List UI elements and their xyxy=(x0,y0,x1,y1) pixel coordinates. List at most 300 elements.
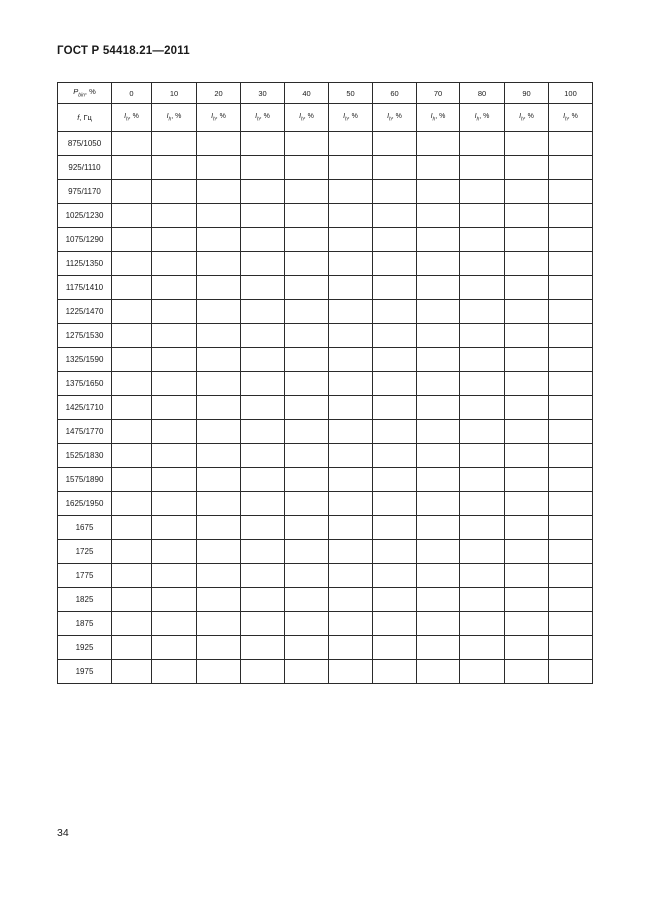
value-cell xyxy=(285,132,329,156)
value-cell xyxy=(285,564,329,588)
value-cell xyxy=(152,516,197,540)
value-cell xyxy=(549,492,593,516)
value-cell xyxy=(152,636,197,660)
value-cell xyxy=(197,564,241,588)
frequency-cell: 1475/1770 xyxy=(58,420,112,444)
table-row xyxy=(58,540,593,564)
value-cell xyxy=(285,636,329,660)
value-cell xyxy=(197,324,241,348)
value-cell xyxy=(285,180,329,204)
value-cell xyxy=(460,156,505,180)
value-cell xyxy=(505,348,549,372)
value-cell xyxy=(285,348,329,372)
value-cell xyxy=(112,324,152,348)
frequency-cell: 925/1110 xyxy=(58,156,112,180)
value-cell xyxy=(285,276,329,300)
value-cell xyxy=(197,348,241,372)
value-cell xyxy=(329,636,373,660)
value-cell xyxy=(329,228,373,252)
subscript: h xyxy=(432,116,436,123)
value-cell xyxy=(549,252,593,276)
table-row xyxy=(58,372,593,396)
value-cell xyxy=(329,180,373,204)
power-column-header: 40 xyxy=(285,83,329,104)
value-cell xyxy=(197,228,241,252)
value-cell xyxy=(549,660,593,684)
value-cell xyxy=(241,516,285,540)
value-cell xyxy=(241,252,285,276)
value-cell xyxy=(417,540,460,564)
table-row xyxy=(58,348,593,372)
value-cell xyxy=(329,204,373,228)
value-cell xyxy=(152,348,197,372)
value-cell xyxy=(505,204,549,228)
harmonics-table xyxy=(57,82,593,684)
value-cell xyxy=(329,468,373,492)
current-unit-header xyxy=(329,104,373,132)
value-cell xyxy=(197,300,241,324)
symbol: I xyxy=(166,112,169,120)
value-cell xyxy=(549,132,593,156)
table-row xyxy=(58,252,593,276)
value-cell xyxy=(197,636,241,660)
power-column-header: 80 xyxy=(460,83,505,104)
frequency-cell: 1225/1470 xyxy=(58,300,112,324)
value-cell xyxy=(549,564,593,588)
value-cell xyxy=(460,492,505,516)
value-cell xyxy=(549,444,593,468)
value-cell xyxy=(549,324,593,348)
frequency-cell: 1175/1410 xyxy=(58,276,112,300)
current-unit-header xyxy=(417,104,460,132)
corner-frequency-label xyxy=(58,104,112,132)
subscript: h xyxy=(257,116,260,123)
value-cell xyxy=(373,204,417,228)
value-cell xyxy=(241,636,285,660)
value-cell xyxy=(417,324,460,348)
current-unit-header xyxy=(460,104,505,132)
value-cell xyxy=(460,468,505,492)
frequency-cell: 1825 xyxy=(58,588,112,612)
subscript: h xyxy=(301,116,304,123)
value-cell xyxy=(152,156,197,180)
value-cell xyxy=(505,444,549,468)
subscript: h xyxy=(565,116,568,123)
symbol: I xyxy=(255,112,258,120)
value-cell xyxy=(373,276,417,300)
unit-suffix: , % xyxy=(128,112,139,120)
table-row xyxy=(58,564,593,588)
value-cell xyxy=(373,516,417,540)
frequency-cell: 1125/1350 xyxy=(58,252,112,276)
value-cell xyxy=(197,540,241,564)
unit-suffix: , % xyxy=(259,112,270,120)
table-row xyxy=(58,324,593,348)
symbol: I xyxy=(299,112,302,120)
value-cell xyxy=(549,348,593,372)
value-cell xyxy=(285,228,329,252)
value-cell xyxy=(549,300,593,324)
value-cell xyxy=(373,324,417,348)
symbol: P xyxy=(73,87,79,97)
value-cell xyxy=(112,492,152,516)
power-column-header: 90 xyxy=(505,83,549,104)
value-cell xyxy=(241,276,285,300)
value-cell xyxy=(373,252,417,276)
value-cell xyxy=(505,180,549,204)
value-cell xyxy=(417,132,460,156)
value-cell xyxy=(329,492,373,516)
value-cell xyxy=(241,372,285,396)
value-cell xyxy=(505,564,549,588)
value-cell xyxy=(549,468,593,492)
unit-suffix: , % xyxy=(391,112,402,120)
value-cell xyxy=(112,468,152,492)
value-cell xyxy=(152,252,197,276)
frequency-cell: 1625/1950 xyxy=(58,492,112,516)
value-cell xyxy=(417,564,460,588)
value-cell xyxy=(112,540,152,564)
value-cell xyxy=(505,636,549,660)
value-cell xyxy=(549,204,593,228)
value-cell xyxy=(373,348,417,372)
value-cell xyxy=(329,252,373,276)
table-row xyxy=(58,492,593,516)
power-column-header: 0 xyxy=(112,83,152,104)
symbol: I xyxy=(343,112,346,120)
value-cell xyxy=(241,420,285,444)
value-cell xyxy=(329,348,373,372)
value-cell xyxy=(417,276,460,300)
subscript: h xyxy=(213,116,216,123)
table-row xyxy=(58,156,593,180)
value-cell xyxy=(285,204,329,228)
value-cell xyxy=(197,588,241,612)
value-cell xyxy=(460,300,505,324)
value-cell xyxy=(373,636,417,660)
value-cell xyxy=(549,156,593,180)
value-cell xyxy=(549,588,593,612)
current-unit-header xyxy=(285,104,329,132)
value-cell xyxy=(152,660,197,684)
value-cell xyxy=(329,612,373,636)
value-cell xyxy=(152,300,197,324)
value-cell xyxy=(112,564,152,588)
subscript: h xyxy=(126,116,129,123)
value-cell xyxy=(285,588,329,612)
value-cell xyxy=(329,396,373,420)
value-cell xyxy=(112,300,152,324)
table-row xyxy=(58,588,593,612)
value-cell xyxy=(112,180,152,204)
value-cell xyxy=(285,492,329,516)
value-cell xyxy=(112,660,152,684)
value-cell xyxy=(460,444,505,468)
value-cell xyxy=(417,636,460,660)
value-cell xyxy=(285,444,329,468)
unit-suffix: , Гц xyxy=(79,113,92,122)
value-cell xyxy=(112,612,152,636)
value-cell xyxy=(549,228,593,252)
table-row xyxy=(58,420,593,444)
value-cell xyxy=(505,300,549,324)
value-cell xyxy=(329,156,373,180)
value-cell xyxy=(197,420,241,444)
value-cell xyxy=(197,276,241,300)
value-cell xyxy=(241,612,285,636)
value-cell xyxy=(373,612,417,636)
value-cell xyxy=(373,588,417,612)
value-cell xyxy=(197,204,241,228)
document-header: ГОСТ Р 54418.21—2011 xyxy=(57,45,190,57)
value-cell xyxy=(460,324,505,348)
value-cell xyxy=(241,588,285,612)
symbol: I xyxy=(124,112,127,120)
frequency-cell: 1875 xyxy=(58,612,112,636)
value-cell xyxy=(460,252,505,276)
value-cell xyxy=(285,372,329,396)
value-cell xyxy=(417,204,460,228)
value-cell xyxy=(549,540,593,564)
value-cell xyxy=(329,540,373,564)
value-cell xyxy=(285,396,329,420)
value-cell xyxy=(197,516,241,540)
value-cell xyxy=(549,276,593,300)
value-cell xyxy=(417,420,460,444)
frequency-cell: 1675 xyxy=(58,516,112,540)
value-cell xyxy=(197,444,241,468)
value-cell xyxy=(241,180,285,204)
value-cell xyxy=(505,612,549,636)
value-cell xyxy=(417,396,460,420)
power-column-header: 50 xyxy=(329,83,373,104)
value-cell xyxy=(197,132,241,156)
value-cell xyxy=(329,132,373,156)
corner-power-label xyxy=(58,83,112,104)
value-cell xyxy=(285,420,329,444)
value-cell xyxy=(460,636,505,660)
value-cell xyxy=(329,516,373,540)
table-row xyxy=(58,396,593,420)
value-cell xyxy=(460,204,505,228)
value-cell xyxy=(241,492,285,516)
value-cell xyxy=(460,612,505,636)
value-cell xyxy=(241,444,285,468)
value-cell xyxy=(197,180,241,204)
value-cell xyxy=(505,372,549,396)
value-cell xyxy=(549,396,593,420)
value-cell xyxy=(112,156,152,180)
value-cell xyxy=(329,300,373,324)
value-cell xyxy=(417,468,460,492)
value-cell xyxy=(152,588,197,612)
unit-suffix: , % xyxy=(347,112,358,120)
value-cell xyxy=(112,444,152,468)
value-cell xyxy=(197,372,241,396)
frequency-cell: 1525/1830 xyxy=(58,444,112,468)
value-cell xyxy=(460,540,505,564)
value-cell xyxy=(549,612,593,636)
subscript: h xyxy=(476,116,480,123)
header-row-power xyxy=(58,83,593,104)
value-cell xyxy=(460,420,505,444)
value-cell xyxy=(549,420,593,444)
value-cell xyxy=(329,420,373,444)
current-unit-header xyxy=(197,104,241,132)
value-cell xyxy=(417,180,460,204)
value-cell xyxy=(505,396,549,420)
value-cell xyxy=(417,612,460,636)
value-cell xyxy=(285,612,329,636)
value-cell xyxy=(197,612,241,636)
value-cell xyxy=(152,180,197,204)
table-row xyxy=(58,276,593,300)
power-column-header: 100 xyxy=(549,83,593,104)
value-cell xyxy=(549,372,593,396)
table-row xyxy=(58,180,593,204)
current-unit-header xyxy=(373,104,417,132)
value-cell xyxy=(197,468,241,492)
value-cell xyxy=(112,276,152,300)
value-cell xyxy=(241,660,285,684)
value-cell xyxy=(241,348,285,372)
frequency-cell: 1575/1890 xyxy=(58,468,112,492)
power-column-header: 70 xyxy=(417,83,460,104)
value-cell xyxy=(112,516,152,540)
value-cell xyxy=(329,588,373,612)
value-cell xyxy=(505,156,549,180)
value-cell xyxy=(152,276,197,300)
symbol: I xyxy=(519,112,522,120)
value-cell xyxy=(373,444,417,468)
value-cell xyxy=(505,468,549,492)
value-cell xyxy=(152,420,197,444)
value-cell xyxy=(112,396,152,420)
value-cell xyxy=(285,156,329,180)
value-cell xyxy=(152,372,197,396)
value-cell xyxy=(460,372,505,396)
current-unit-header xyxy=(241,104,285,132)
value-cell xyxy=(241,564,285,588)
value-cell xyxy=(152,444,197,468)
value-cell xyxy=(417,252,460,276)
value-cell xyxy=(112,348,152,372)
value-cell xyxy=(373,540,417,564)
value-cell xyxy=(417,444,460,468)
unit-suffix: , % xyxy=(479,112,490,120)
value-cell xyxy=(152,564,197,588)
value-cell xyxy=(505,516,549,540)
value-cell xyxy=(285,540,329,564)
value-cell xyxy=(373,396,417,420)
value-cell xyxy=(460,396,505,420)
frequency-cell: 1425/1710 xyxy=(58,396,112,420)
table-row xyxy=(58,612,593,636)
table-row xyxy=(58,132,593,156)
current-unit-header xyxy=(549,104,593,132)
value-cell xyxy=(505,420,549,444)
unit-suffix: , % xyxy=(523,112,534,120)
value-cell xyxy=(241,396,285,420)
value-cell xyxy=(241,132,285,156)
value-cell xyxy=(152,468,197,492)
value-cell xyxy=(505,276,549,300)
value-cell xyxy=(285,468,329,492)
table-row xyxy=(58,468,593,492)
value-cell xyxy=(241,204,285,228)
table-row xyxy=(58,444,593,468)
symbol: I xyxy=(430,112,433,120)
table-row xyxy=(58,204,593,228)
power-column-header: 60 xyxy=(373,83,417,104)
value-cell xyxy=(505,228,549,252)
unit-suffix: , % xyxy=(567,112,578,120)
symbol: f xyxy=(77,113,80,122)
value-cell xyxy=(329,564,373,588)
value-cell xyxy=(152,228,197,252)
value-cell xyxy=(152,204,197,228)
value-cell xyxy=(112,228,152,252)
value-cell xyxy=(373,132,417,156)
value-cell xyxy=(460,660,505,684)
subscript: h xyxy=(168,116,172,123)
unit-suffix: , % xyxy=(435,112,446,120)
value-cell xyxy=(112,420,152,444)
current-unit-header xyxy=(505,104,549,132)
value-cell xyxy=(285,300,329,324)
value-cell xyxy=(152,132,197,156)
value-cell xyxy=(417,492,460,516)
symbol: I xyxy=(211,112,214,120)
value-cell xyxy=(417,588,460,612)
frequency-cell: 1325/1590 xyxy=(58,348,112,372)
table-row xyxy=(58,636,593,660)
value-cell xyxy=(152,540,197,564)
frequency-cell: 1375/1650 xyxy=(58,372,112,396)
value-cell xyxy=(112,204,152,228)
power-column-header: 20 xyxy=(197,83,241,104)
value-cell xyxy=(460,276,505,300)
frequency-cell: 1025/1230 xyxy=(58,204,112,228)
frequency-cell: 1725 xyxy=(58,540,112,564)
value-cell xyxy=(373,372,417,396)
value-cell xyxy=(417,156,460,180)
value-cell xyxy=(549,516,593,540)
value-cell xyxy=(505,252,549,276)
unit-suffix: , % xyxy=(215,112,226,120)
frequency-cell: 875/1050 xyxy=(58,132,112,156)
header-row-units xyxy=(58,104,593,132)
value-cell xyxy=(373,660,417,684)
value-cell xyxy=(152,396,197,420)
value-cell xyxy=(112,588,152,612)
value-cell xyxy=(460,588,505,612)
subscript: h xyxy=(521,116,524,123)
frequency-cell: 975/1170 xyxy=(58,180,112,204)
frequency-cell: 1275/1530 xyxy=(58,324,112,348)
value-cell xyxy=(112,132,152,156)
value-cell xyxy=(329,444,373,468)
value-cell xyxy=(112,252,152,276)
value-cell xyxy=(152,492,197,516)
value-cell xyxy=(460,516,505,540)
value-cell xyxy=(285,252,329,276)
value-cell xyxy=(329,372,373,396)
value-cell xyxy=(285,660,329,684)
value-cell xyxy=(152,612,197,636)
value-cell xyxy=(241,324,285,348)
value-cell xyxy=(241,540,285,564)
